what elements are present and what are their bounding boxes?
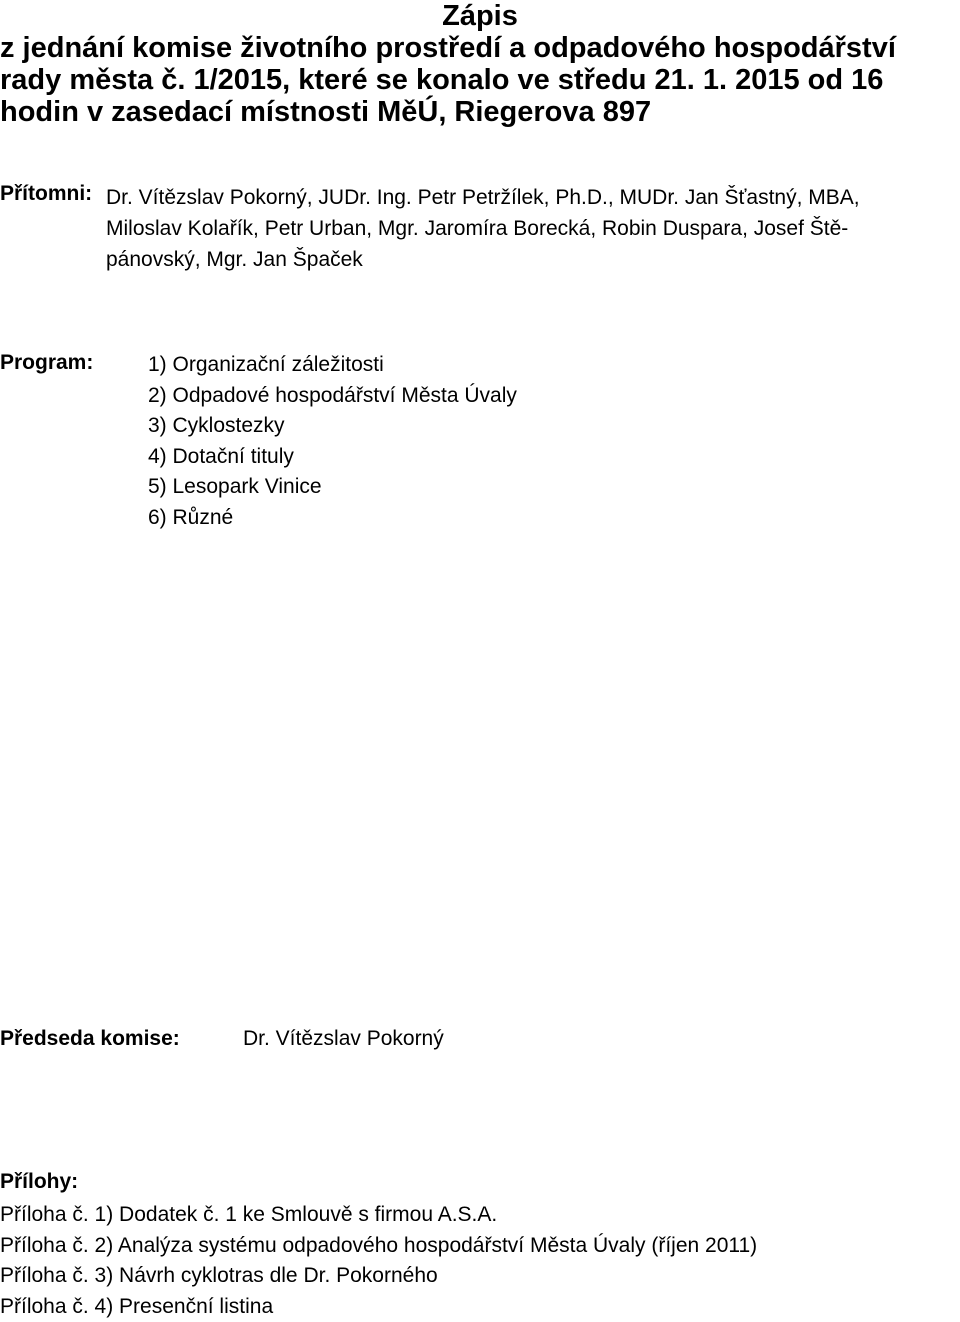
attachment-item-2: Příloha č. 2) Analýza systému odpadového hospodářství Města Úvaly (říjen 2011) bbox=[0, 1231, 757, 1262]
program-item-3: 3) Cyklostezky bbox=[148, 411, 517, 442]
program-item-5: 5) Lesopark Vinice bbox=[148, 472, 517, 503]
program-label: Program: bbox=[0, 351, 93, 375]
present-line-3: pánovský, Mgr. Jan Špaček bbox=[106, 244, 860, 275]
document-title bbox=[0, 0, 960, 128]
attachments-label: Přílohy: bbox=[0, 1170, 78, 1194]
program-item-2: 2) Odpadové hospodářství Města Úvaly bbox=[148, 381, 517, 412]
title-heading: Zápis bbox=[0, 0, 960, 32]
chair-label: Předseda komise: bbox=[0, 1027, 180, 1051]
present-list bbox=[106, 182, 860, 275]
attachment-item-3: Příloha č. 3) Návrh cyklotras dle Dr. Pokorného bbox=[0, 1261, 757, 1292]
program-item-6: 6) Různé bbox=[148, 503, 517, 534]
attachments-list bbox=[0, 1200, 757, 1322]
attachment-item-4: Příloha č. 4) Presenční listina bbox=[0, 1292, 757, 1322]
present-line-1: Dr. Vítězslav Pokorný, JUDr. Ing. Petr Petržílek, Ph.D., MUDr. Jan Šťastný, MBA, bbox=[106, 182, 860, 213]
attachment-item-1: Příloha č. 1) Dodatek č. 1 ke Smlouvě s firmou A.S.A. bbox=[0, 1200, 757, 1231]
program-item-4: 4) Dotační tituly bbox=[148, 442, 517, 473]
present-line-2: Miloslav Kolařík, Petr Urban, Mgr. Jaromíra Borecká, Robin Duspara, Josef Ště- bbox=[106, 213, 860, 244]
chair-name: Dr. Vítězslav Pokorný bbox=[243, 1027, 444, 1051]
program-item-1: 1) Organizační záležitosti bbox=[148, 350, 517, 381]
present-label: Přítomni: bbox=[0, 182, 92, 206]
title-line-1: z jednání komise životního prostředí a odpadového hospodářství bbox=[0, 32, 960, 64]
title-line-2: rady města č. 1/2015, které se konalo ve středu 21. 1. 2015 od 16 bbox=[0, 64, 960, 96]
title-line-3: hodin v zasedací místnosti MěÚ, Riegerova 897 bbox=[0, 96, 960, 128]
program-list bbox=[148, 350, 517, 533]
